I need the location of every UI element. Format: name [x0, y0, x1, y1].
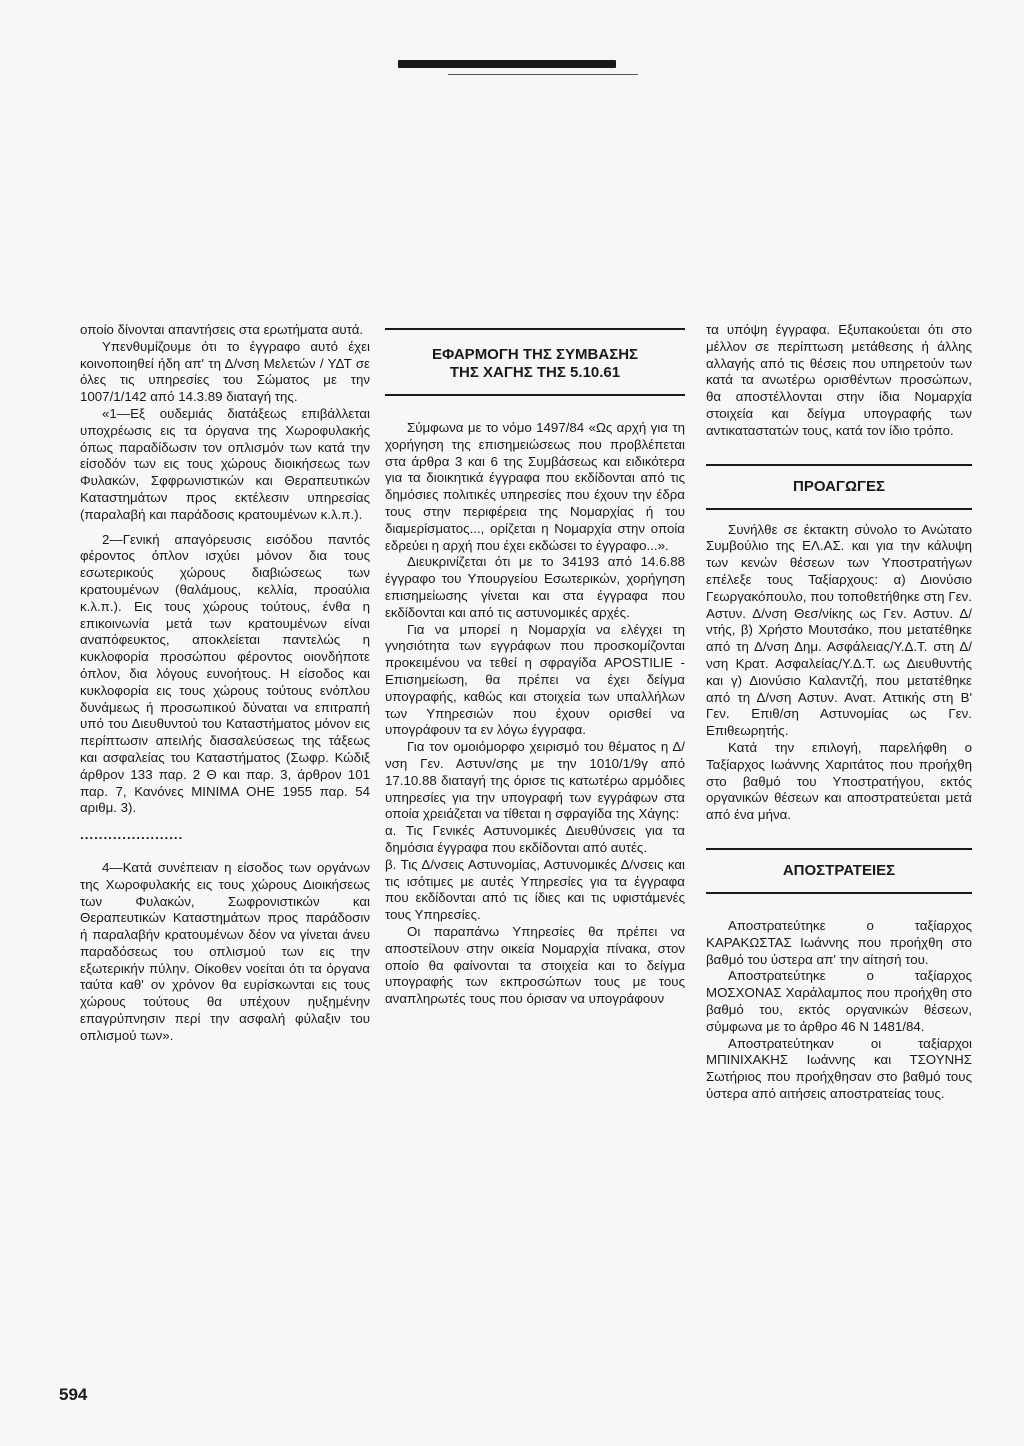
paragraph: «1—Εξ ουδεμιάς διατάξεως επιβάλλεται υποχρέωσις εις τα όργανα της Χωροφυλακής όπως παραδίδωσιν τον οπλισμόν των κατά την είσοδόν των εις τους χώρους διοικήσεως των Φυλακών, Σφφρωνιστικών και Θεραπευτικών Καταστημάτων προς εκτέλεσιν υπηρεσίας (παραλαβή και παράδοσις κρατουμένων κ.λ.π.). [80, 405, 370, 522]
paragraph: Υπενθυμίζουμε ότι το έγγραφο αυτό έχει κοινοποιηθεί ήδη απ' τη Δ/νση Μελετών / ΥΔΤ σε όλες τις υπηρεσίες του Σώματος με την 1007/1/142 από 14.3.89 διαταγή της. [80, 338, 370, 405]
paragraph: Αποστρατεύτηκε ο ταξίαρχος ΚΑΡΑΚΩΣΤΑΣ Ιωάννης που προήχθη στο βαθμό του ύστερα απ' την αίτησή του. [706, 917, 972, 967]
section-heading: ΑΠΟΣΤΡΑΤΕΙΕΣ [782, 861, 896, 879]
column-right [706, 322, 972, 1103]
paragraph: Οι παραπάνω Υπηρεσίες θα πρέπει να αποστείλουν στην οικεία Νομαρχία πίνακα, στον οποίο θα φαίνονται τα στοιχεία και το δείγμα υπογραφής των εκπροσώπων τους με τους αναπληρωτές τους που όρισαν να υπογράφουν [385, 923, 685, 1007]
section-heading [385, 346, 685, 382]
paragraph: Για να μπορεί η Νομαρχία να ελέγχει τη γνησιότητα των εγγράφων που προσκομίζονται προκειμένου να τεθεί η σφραγίδα APOSTILIE - Επισημείωση, θα πρέπει να έχει δείγμα υπογραφής, καθώς και στοιχεία των υπαλλήλων των Υπηρεσιών που έχουν ορισθεί να υπογράφουν τα εν λόγω έγγραφα. [385, 621, 685, 738]
paragraph: Αποστρατεύτηκε ο ταξίαρχος ΜΟΣΧΟΝΑΣ Χαράλαμπος που προήχθη στο βαθμό του, εκτός οργανικών θέσεων, σύμφωνα με το άρθρο 46 Ν 1481/84. [706, 968, 972, 1034]
paragraph: Κατά την επιλογή, παρελήφθη ο Ταξίαρχος Ιωάννης Χαριτάτος που προήχθη στο βαθμό του Υποστρατήγου, εκτός οργανικών θέσεων και αποστρατεύεται μετά από ένα μήνα. [706, 739, 972, 823]
paragraph: Σύμφωνα με το νόμο 1497/84 «Ως αρχή για τη χορήγηση της επισημειώσεως που προβλέπεται στα άρθρα 3 και 6 της Συμβάσεως και ειδικότερα για τα διοικητικά έγγραφα που εκδίδονται από τις δημόσιες πολιτικές υπηρεσίες που έχουν την έδρα τους στην περιφέρεια της Νομαρχίας ή του διαμερίσματος..., ορίζεται η Νομαρχία στην οποία εδρεύει η αρχή που έχει εκδώσει το έγγραφο...». [385, 420, 685, 553]
list-item: α. Τις Γενικές Αστυνομικές Διευθύνσεις για τα δημόσια έγγραφα που εκδίδονται από αυτές. [385, 823, 685, 855]
top-decorative-bar [398, 60, 616, 68]
paragraph: Συνήλθε σε έκτακτη σύνολο το Ανώτατο Συμβούλιο της ΕΛ.ΑΣ. και για την κάλυψη των κενών θέσεων των Υποστρατήγων επέλεξε τους Ταξίαρχους: α) Διονύσιο Γεωργακόπουλο, που τοποθετήθηκε στη Γεν. Αστυν. Δ/νση Θεσ/νίκης ως Γεν. Αστυν. Δ/ντής, β) Χρήστο Μουτσάκο, που μετατέθηκε από τη Δ/νση Δημ. Ασφάλειας/Υ.Δ.Τ. στη Δ/νση Κρατ. Ασφαλείας/Υ.Δ.Τ. ως Διευθυντής και γ) Διονύσιο Καλαντζή, που μετατέθηκε από τη Δ/νση Αστυν. Ανατ. Αττικής στη Β' Γεν. Επιθ/ση Αστυνομίας ως Γεν. Επιθεωρητής. [706, 521, 972, 739]
page-number: 594 [59, 1385, 88, 1404]
section-heading-line: ΤΗΣ ΧΑΓΗΣ ΤΗΣ 5.10.61 [449, 364, 621, 381]
list-item: β. Τις Δ/νσεις Αστυνομίας, Αστυνομικές Δ/νσεις και τις ισότιμες με αυτές Υπηρεσίες για τα έγγραφα που εκδίδονται από τις ίδιες και τις υφιστάμενές τους Υπηρεσίες. [385, 856, 685, 923]
column-left [80, 322, 370, 1045]
paragraph: Διευκρινίζεται ότι με το 34193 από 14.6.88 έγγραφο του Υπουργείου Εσωτερικών, χορήγηση επισημείωσης γίνεται και στα έγγραφα που εκδίδονται και από τις αστυνομικές αρχές. [385, 554, 685, 620]
section-heading-line: ΕΦΑΡΜΟΓΗ ΤΗΣ ΣΥΜΒΑΣΗΣ [431, 346, 639, 363]
paragraph: Αποστρατεύτηκαν οι ταξίαρχοι ΜΠΙΝΙΧΑΚΗΣ Ιωάννης και ΤΣΟΥΝΗΣ Σωτήριος που προήχθησαν στο βαθμό τους ύστερα από αιτήσεις αποστρατείας τους. [706, 1035, 972, 1101]
top-decorative-line [448, 74, 638, 75]
paragraph: τα υπόψη έγγραφα. Εξυπακούεται ότι στο μέλλον σε περίπτωση μετάθεσης ή άλλης αλλαγής από τις θέσεις που υπηρετούν των κατά τα ανωτέρω ορισθέντων προσώπων, θα αποστέλλονται στην ίδια Νομαρχία στοιχεία και δείγμα υπογραφής των αντικαταστατών τους, κατά τον ίδιο τρόπο. [706, 322, 972, 438]
paragraph: 2—Γενική απαγόρευσις εισόδου παντός φέροντος όπλον ισχύει μόνον δια τους εσωτερικούς χώρους διαβιώσεως των κρατουμένων (θαλάμους, κελλία, προαύλια κ.λ.π.). Εις τους χώρους τούτους, ένθα η επικοινωνία μετά των κρατουμένων είναι αναπόφευκτος, αποκλείεται παντελώς η κυκλοφορία προσώπου φέροντος οιονδήποτε όπλον, δια λόγους ευνοήτους. Η είσοδος και κυκλοφορία εις τους χώρους τούτους ενόπλου δυνάμεως ή προσωπικού δύναται να επιτραπή υπό του Διευθυντού του Καταστήματος μόνον εις περίπτωσιν απειλής διασαλεύσεως της τάξεως και ασφαλείας του Καταστήματος (Σωφρ. Κώδιξ άρθρον 133 παρ. 2 Θ και παρ. 3, άρθρον 101 παρ. 7, Κανόνες MINIMA OHE 1955 παρ. 54 αριθμ. 3). [80, 531, 370, 816]
paragraph: οποίο δίνονται απαντήσεις στα ερωτήματα αυτά. [80, 322, 364, 337]
paragraph: Για τον ομοιόμορφο χειρισμό του θέματος η Δ/νση Γεν. Αστυν/σης με την 1010/1/9γ από 17.10.88 διαταγή της όρισε τις κατωτέρω αρμόδιες υπηρεσίες για την υπογραφή των εγγράφων στα οποία χρειάζεται να τίθεται η σφραγίδα της Χάγης: [385, 739, 685, 822]
section-heading: ΠΡΟΑΓΩΓΕΣ [793, 477, 885, 495]
ellipsis-separator: ...................... [80, 827, 184, 843]
paragraph: 4—Κατά συνέπειαν η είσοδος των οργάνων της Χωροφυλακής εις τους χώρους Διοικήσεως των Φυλακών, Σωφρονιστικών και Θεραπευτικών Καταστημάτων προς παράδοσιν ή παραλαβήν κρατουμένων δέον να γίνεται άνευ παραδόσεως του οπλισμού των εις την εξωτερικήν πύλην. Οίκοθεν νοείται ότι τα όργανα ταύτα καθ' ον χρόνον θα ευρίσκωνται εις τους χώρους τούτους θα υπέχουν ηυξημένην επαγρύπνησιν περί την ασφαλή φύλαξιν του οπλισμού των». [80, 859, 370, 1043]
column-middle [385, 328, 685, 1008]
